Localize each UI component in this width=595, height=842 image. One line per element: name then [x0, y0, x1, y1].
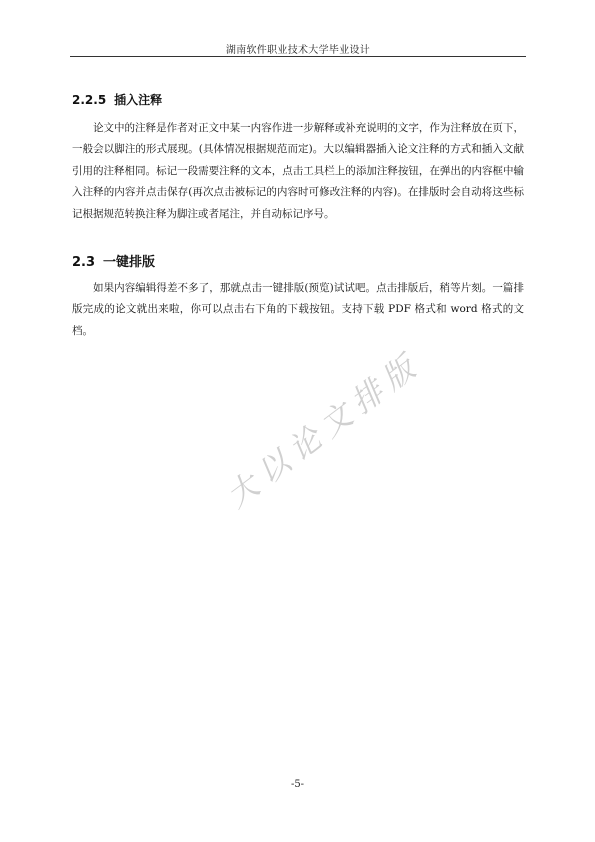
section-heading-2-2-5 — [72, 91, 162, 108]
section-heading-2-3 — [72, 251, 155, 270]
section-number: 2.3 — [72, 255, 96, 270]
page-number: -5- — [290, 779, 305, 790]
paragraph-one-click-typesetting: 如果内容编辑得差不多了，那就点击一键排版(预览)试试吧。点击排版后，稍等片刻。一篇排版完成的论文就出来啦，你可以点击右下角的下载按钮。支持下载 PDF 格式和 word 格式的文档。 — [72, 282, 524, 337]
header-rule — [70, 56, 526, 57]
running-header: 湖南软件职业技术大学毕业设计 — [225, 45, 371, 56]
section-title: 插入注释 — [114, 93, 163, 107]
section-title: 一键排版 — [103, 255, 156, 270]
section-number: 2.2.5 — [72, 93, 107, 107]
watermark: 大以论文排版 — [219, 345, 429, 516]
paragraph-insert-annotation: 论文中的注释是作者对正文中某一内容作进一步解释或补充说明的文字，作为注释放在页下，一般会以脚注的形式展现。(具体情况根据规范而定)。大以编辑器插入论文注释的方式和插入文献引用的注释相同。标记一段需要注释的文本，点击工具栏上的添加注释按钮，在弹出的内容框中输入注释的内容并点击保存(再次点击被标记的内容时可修改注释的内容)。在排版时会自动将这些标记根据规范转换注释为脚注或者尾注，并自动标记序号。 — [72, 122, 524, 220]
